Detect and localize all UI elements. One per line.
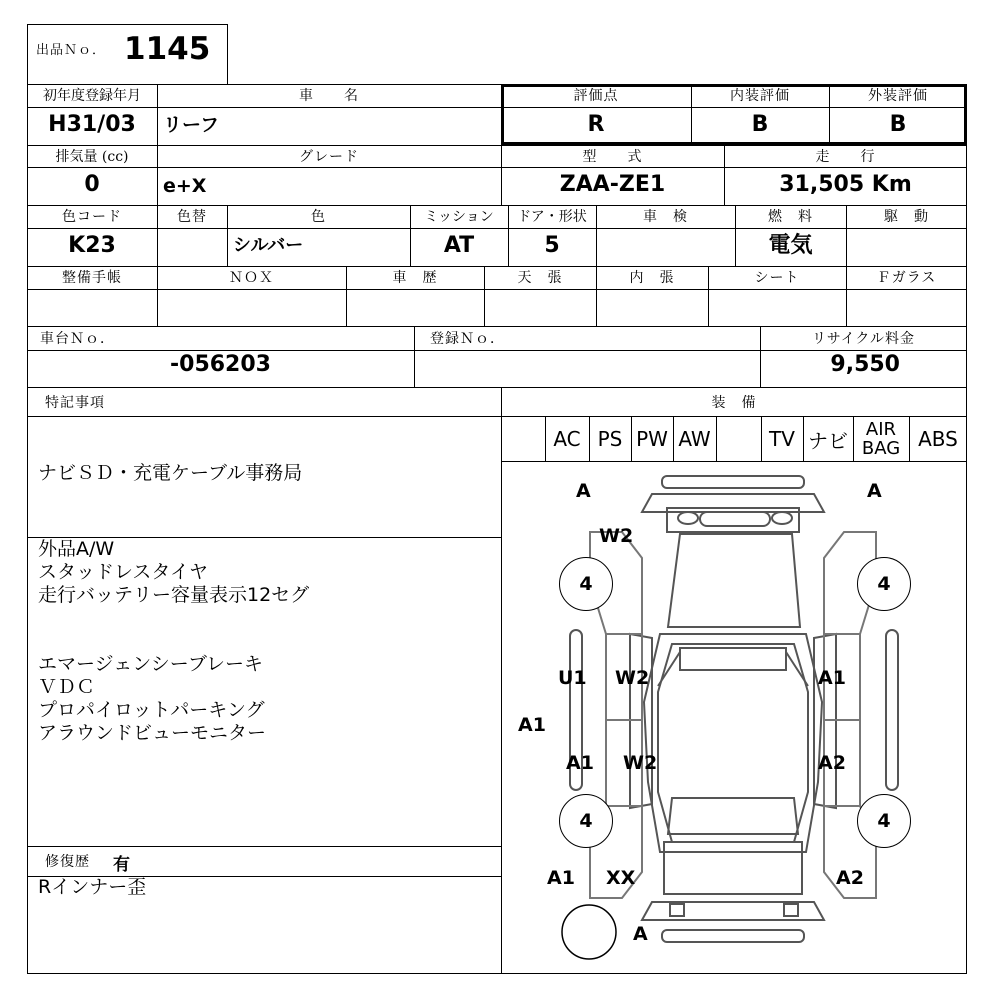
- notes-line: アラウンドビューモニター: [38, 722, 267, 744]
- tire-rear-right: 4: [857, 794, 911, 848]
- model-label: 型 式: [582, 149, 643, 165]
- damage-mark: W2: [623, 752, 658, 774]
- damage-mark: A1: [566, 752, 594, 774]
- damage-mark: A2: [818, 752, 846, 774]
- equipment-item-ac: AC: [553, 427, 581, 451]
- maintenance-label: 整備手帳: [62, 270, 122, 286]
- first-registration-label: 初年度登録年月: [43, 88, 141, 104]
- mission-value: AT: [443, 233, 475, 258]
- doors-label: ドア・形状: [517, 209, 587, 225]
- car-diagram: [502, 462, 966, 973]
- notes-line: エマージェンシーブレーキ: [38, 653, 264, 675]
- equipment-item-aw: AW: [678, 427, 711, 451]
- color-value: シルバー: [233, 235, 304, 256]
- car-name-label: 車 名: [299, 88, 359, 104]
- color-label: 色: [311, 209, 326, 225]
- interior-score-label: 内装評価: [730, 88, 790, 104]
- equipment-item: [716, 417, 761, 461]
- equipment-label: 装 備: [711, 395, 757, 411]
- history-label: 車 歴: [392, 270, 438, 286]
- seat-label: シート: [754, 270, 800, 286]
- f-glass-label: Ｆガラス: [876, 270, 937, 286]
- damage-mark: A1: [547, 867, 575, 889]
- drive-label: 駆 動: [884, 209, 929, 225]
- repair-detail: Rインナー歪: [38, 876, 147, 898]
- score-label: 評価点: [573, 88, 619, 104]
- model-value: ZAA-ZE1: [559, 172, 666, 197]
- damage-mark: A2: [836, 867, 864, 889]
- fuel-value: 電気: [768, 233, 813, 258]
- notes-main: ナビＳＤ・充電ケーブル事務局: [38, 462, 303, 484]
- equipment-item: [501, 417, 545, 461]
- damage-mark: A1: [818, 667, 846, 689]
- nox-label: ＮＯＸ: [229, 270, 274, 286]
- equipment-item-abs: ABS: [918, 427, 958, 451]
- repair-history-value: 有: [113, 855, 130, 875]
- damage-mark: A: [633, 923, 648, 945]
- notes-line: 外品A/W: [38, 538, 115, 560]
- roof-label: 天 張: [517, 270, 563, 286]
- lot-number-box: [27, 24, 228, 84]
- damage-mark: XX: [606, 867, 636, 889]
- lot-number-label: 出品Ｎｏ．: [36, 43, 107, 58]
- exterior-score-value: B: [889, 112, 907, 137]
- mileage-label: 走 行: [815, 149, 876, 165]
- fuel-label: 燃 料: [768, 209, 813, 225]
- notes-list: [38, 538, 493, 745]
- damage-mark: W2: [615, 667, 650, 689]
- notes-line: [38, 630, 493, 653]
- grade-value: e+X: [163, 175, 207, 197]
- car-name-value: リーフ: [163, 114, 220, 136]
- tire-front-left: 4: [559, 557, 613, 611]
- displacement-label: 排気量 (cc): [55, 149, 129, 165]
- interior-lining-label: 内 張: [629, 270, 675, 286]
- mileage-value: 31,505 Km: [779, 172, 912, 197]
- equipment-item-tv: TV: [769, 427, 795, 451]
- equipment-item-airbag: AIR BAG: [861, 419, 901, 459]
- notes-line: ＶＤＣ: [38, 676, 96, 698]
- color-change-label: 色替: [177, 209, 207, 225]
- first-registration-value: H31/03: [48, 112, 136, 137]
- interior-score-value: B: [751, 112, 769, 137]
- recycle-label: リサイクル料金: [811, 331, 916, 347]
- mission-label: ミッション: [424, 209, 494, 225]
- repair-history-label: 修復歴: [45, 854, 90, 870]
- notes-line: 走行バッテリー容量表示12セグ: [38, 584, 310, 606]
- equipment-item-navi: ナビ: [808, 428, 848, 453]
- tire-front-right: 4: [857, 557, 911, 611]
- notes-line: プロパイロットパーキング: [38, 699, 265, 721]
- damage-mark: A: [867, 480, 882, 502]
- score-value: R: [587, 112, 605, 137]
- color-code-value: K23: [68, 233, 116, 258]
- color-code-label: 色コード: [62, 209, 122, 225]
- displacement-value: 0: [84, 172, 100, 197]
- inspection-label: 車 検: [643, 209, 688, 225]
- chassis-value: -056203: [170, 352, 271, 377]
- grade-label: グレード: [299, 149, 359, 165]
- recycle-value: 9,550: [830, 352, 900, 377]
- registration-label: 登録Ｎｏ．: [430, 331, 505, 347]
- doors-value: 5: [544, 233, 560, 258]
- notes-line: スタッドレスタイヤ: [38, 561, 209, 583]
- damage-mark: A1: [518, 714, 546, 736]
- lot-number: 1145: [124, 31, 211, 67]
- chassis-label: 車台Ｎｏ．: [40, 331, 115, 347]
- damage-mark: W2: [599, 525, 634, 547]
- exterior-score-label: 外装評価: [868, 88, 928, 104]
- equipment-item-pw: PW: [636, 427, 668, 451]
- damage-mark: U1: [558, 667, 587, 689]
- notes-label: 特記事項: [45, 395, 105, 411]
- notes-line: [38, 607, 493, 630]
- tire-rear-left: 4: [559, 794, 613, 848]
- damage-mark: A: [576, 480, 591, 502]
- equipment-item-ps: PS: [597, 427, 623, 451]
